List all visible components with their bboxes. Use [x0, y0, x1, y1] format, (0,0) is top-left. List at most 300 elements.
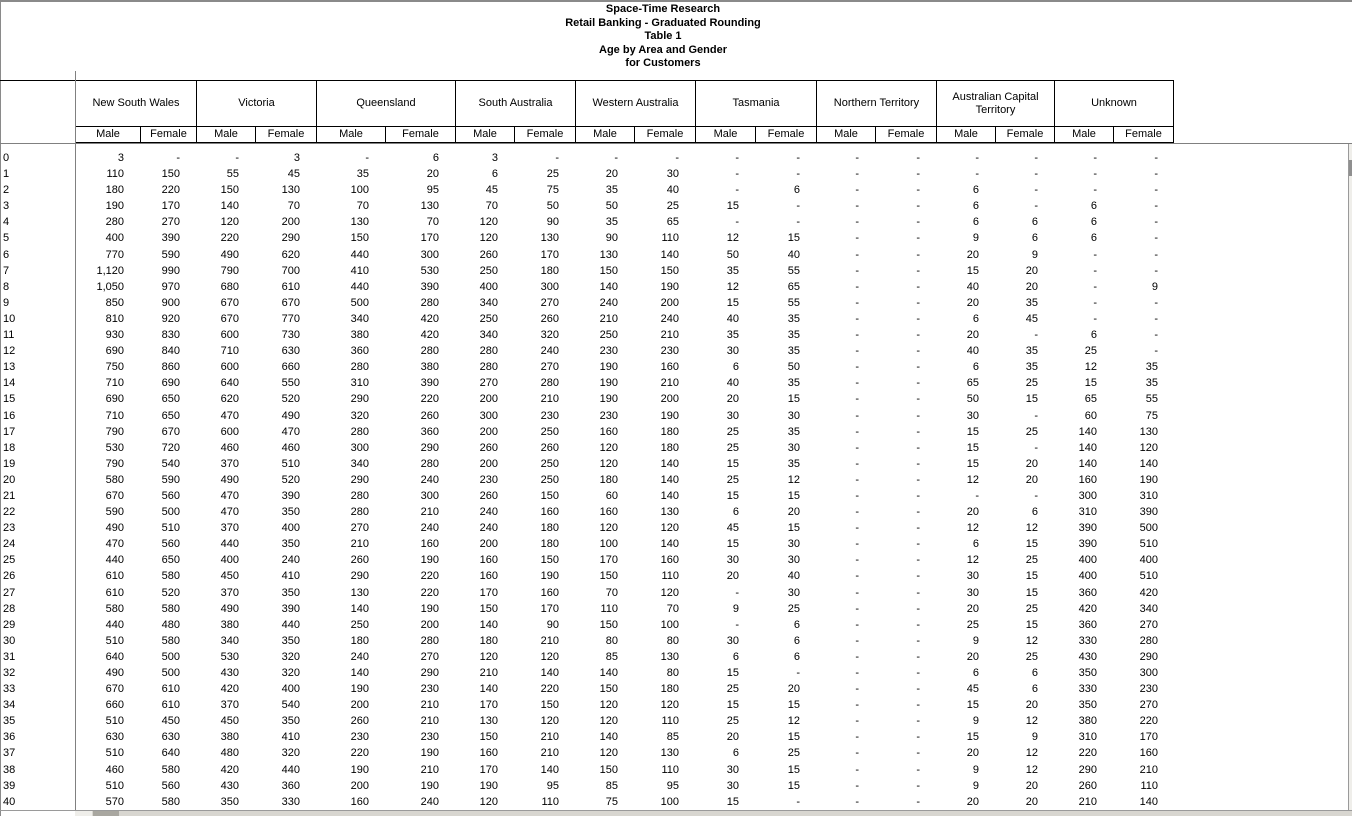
value-cell: 400	[220, 554, 239, 567]
value-cell: 500	[161, 506, 180, 519]
value-cell: 440	[281, 618, 300, 631]
value-cell: 990	[161, 264, 180, 277]
age-row-label: 32	[3, 667, 16, 679]
value-cell: 220	[350, 747, 369, 760]
value-cell: 560	[161, 538, 180, 551]
age-row-label: 14	[3, 377, 16, 390]
value-cell: 130	[350, 216, 369, 229]
value-cell: 510	[1139, 570, 1158, 583]
value-cell: 65	[1084, 393, 1097, 406]
value-cell: 130	[350, 586, 369, 599]
value-cell: 190	[420, 602, 439, 615]
value-cell: 520	[281, 393, 300, 406]
value-cell: 50	[546, 200, 559, 213]
value-cell: 6	[1031, 667, 1038, 679]
value-cell: 150	[599, 618, 618, 631]
value-cell: -	[735, 184, 739, 197]
value-cell: 650	[161, 393, 180, 406]
value-cell: 250	[540, 425, 559, 438]
value-cell: 270	[1139, 699, 1158, 712]
value-cell: 450	[161, 715, 180, 728]
value-cell: 160	[479, 747, 498, 760]
value-cell: 30	[966, 409, 979, 422]
value-cell: 690	[105, 393, 124, 406]
value-cell: 110	[661, 232, 679, 245]
table-row	[0, 391, 1174, 407]
value-cell: 20	[1025, 457, 1038, 470]
value-cell: 230	[420, 683, 439, 696]
table-row	[0, 263, 1174, 279]
age-row-label: 9	[3, 296, 10, 309]
value-cell: 12	[1025, 747, 1038, 760]
value-cell: -	[855, 312, 859, 325]
value-cell: -	[855, 200, 859, 213]
table-row	[0, 778, 1174, 794]
value-cell: 440	[281, 763, 300, 776]
value-cell: 12	[726, 280, 739, 293]
value-cell: 300	[1078, 489, 1097, 502]
value-cell: 440	[105, 618, 124, 631]
value-cell: -	[1154, 168, 1158, 181]
value-cell: 610	[161, 683, 180, 696]
value-cell: -	[916, 457, 920, 470]
value-cell: 170	[479, 586, 498, 599]
value-cell: -	[1154, 216, 1158, 229]
value-cell: 420	[420, 329, 439, 342]
table-row	[0, 794, 1174, 810]
value-cell: -	[1154, 200, 1158, 213]
value-cell: 15	[726, 699, 739, 712]
value-cell: 9	[972, 779, 979, 792]
value-cell: 70	[485, 200, 498, 213]
value-cell: 190	[105, 200, 124, 213]
value-cell: 420	[420, 312, 439, 325]
value-cell: 45	[485, 184, 498, 197]
value-cell: 12	[726, 232, 739, 245]
value-cell: 25	[787, 602, 800, 615]
value-cell: 350	[1078, 699, 1097, 712]
value-cell: 360	[350, 345, 369, 358]
value-cell: 710	[105, 377, 124, 390]
table-row	[0, 343, 1174, 359]
value-cell: 260	[540, 312, 559, 325]
value-cell: -	[855, 216, 859, 229]
value-cell: 40	[726, 377, 739, 390]
column-subheader-male: Male	[196, 127, 255, 143]
value-cell: 95	[546, 779, 559, 792]
report-title-line: for Customers	[625, 57, 701, 69]
value-cell: 12	[787, 473, 800, 486]
value-cell: 400	[479, 280, 498, 293]
value-cell: 6	[732, 361, 739, 374]
value-cell: 160	[479, 554, 498, 567]
value-cell: 330	[1078, 683, 1097, 696]
value-cell: 15	[966, 699, 979, 712]
column-group-header: Victoria	[196, 81, 316, 127]
value-cell: 160	[599, 425, 618, 438]
value-cell: 360	[1078, 586, 1097, 599]
value-cell: 320	[281, 667, 300, 679]
value-cell: 440	[220, 538, 239, 551]
value-cell: 230	[420, 731, 439, 744]
value-cell: 180	[105, 184, 124, 197]
value-cell: 260	[540, 441, 559, 454]
age-row-label: 27	[3, 586, 16, 599]
value-cell: -	[855, 329, 859, 342]
value-cell: 100	[350, 184, 369, 197]
table-row	[0, 697, 1174, 713]
value-cell: 6	[1031, 683, 1038, 696]
value-cell: 15	[726, 538, 739, 551]
value-cell: 190	[599, 393, 618, 406]
value-cell: 560	[161, 489, 180, 502]
value-cell: 240	[479, 506, 498, 519]
value-cell: 70	[356, 200, 369, 213]
value-cell: 400	[1078, 554, 1097, 567]
value-cell: 250	[540, 457, 559, 470]
value-cell: -	[855, 731, 859, 744]
value-cell: 310	[1139, 489, 1158, 502]
value-cell: 790	[105, 457, 124, 470]
value-cell: 35	[1025, 361, 1038, 374]
value-cell: 240	[660, 312, 679, 325]
value-cell: 100	[660, 795, 679, 808]
value-cell: 370	[220, 699, 239, 712]
value-cell: 300	[1139, 667, 1158, 679]
value-cell: 390	[161, 232, 180, 245]
value-cell: 90	[605, 232, 618, 245]
value-cell: -	[735, 586, 739, 599]
value-cell: 20	[1025, 699, 1038, 712]
value-cell: 590	[161, 248, 180, 261]
value-cell: 15	[787, 763, 800, 776]
value-cell: -	[1093, 280, 1097, 293]
value-cell: 150	[479, 602, 498, 615]
value-cell: 75	[1145, 409, 1158, 422]
value-cell: -	[1093, 168, 1097, 181]
value-cell: 150	[599, 763, 618, 776]
value-cell: 490	[220, 473, 239, 486]
value-cell: 240	[599, 296, 618, 309]
value-cell: -	[855, 795, 859, 808]
value-cell: 230	[479, 473, 498, 486]
value-cell: 160	[599, 506, 618, 519]
value-cell: -	[975, 152, 979, 164]
value-cell: 360	[1078, 618, 1097, 631]
value-cell: 210	[420, 763, 439, 776]
value-cell: 20	[966, 650, 979, 663]
value-cell: -	[735, 216, 739, 229]
value-cell: 670	[161, 425, 180, 438]
value-cell: 35	[356, 168, 369, 181]
value-cell: 430	[220, 779, 239, 792]
value-cell: 120	[599, 715, 618, 728]
value-cell: 20	[966, 602, 979, 615]
value-cell: -	[796, 216, 800, 229]
value-cell: -	[916, 216, 920, 229]
value-cell: 130	[479, 715, 498, 728]
value-cell: 300	[420, 248, 439, 261]
value-cell: 200	[350, 779, 369, 792]
horizontal-scrollbar-button[interactable]	[75, 811, 92, 816]
value-cell: -	[855, 618, 859, 631]
value-cell: 120	[599, 747, 618, 760]
value-cell: -	[1034, 441, 1038, 454]
value-cell: 6	[1090, 329, 1097, 342]
value-cell: 580	[161, 634, 180, 647]
value-cell: 170	[479, 699, 498, 712]
age-row-label: 11	[3, 329, 15, 342]
value-cell: 30	[966, 570, 979, 583]
value-cell: 210	[660, 329, 679, 342]
value-cell: 210	[420, 699, 439, 712]
value-cell: 70	[666, 602, 679, 615]
value-cell: 620	[220, 393, 239, 406]
value-cell: -	[975, 168, 979, 181]
value-cell: 360	[281, 779, 300, 792]
value-cell: -	[916, 795, 920, 808]
value-cell: 280	[420, 296, 439, 309]
value-cell: 20	[787, 683, 800, 696]
value-cell: -	[855, 489, 859, 502]
table-body	[0, 150, 1174, 810]
value-cell: 170	[1139, 731, 1158, 744]
vertical-scrollbar[interactable]	[1348, 144, 1352, 810]
value-cell: -	[176, 152, 180, 164]
value-cell: 12	[787, 715, 800, 728]
value-cell: 200	[420, 618, 439, 631]
value-cell: 490	[281, 409, 300, 422]
value-cell: 200	[479, 393, 498, 406]
table-row	[0, 440, 1174, 456]
age-row-label: 10	[3, 312, 16, 325]
value-cell: -	[1093, 248, 1097, 261]
value-cell: 200	[350, 699, 369, 712]
value-cell: -	[855, 538, 859, 551]
value-cell: 55	[787, 264, 800, 277]
value-cell: 140	[599, 280, 618, 293]
value-cell: 140	[1078, 457, 1097, 470]
age-row-label: 19	[3, 457, 16, 470]
value-cell: 15	[787, 489, 800, 502]
value-cell: 230	[599, 409, 618, 422]
value-cell: 20	[426, 168, 439, 181]
value-cell: 490	[105, 667, 124, 679]
value-cell: 790	[105, 425, 124, 438]
table-row	[0, 568, 1174, 584]
age-row-label: 5	[3, 232, 10, 245]
value-cell: 250	[479, 264, 498, 277]
value-cell: -	[1093, 264, 1097, 277]
value-cell: 720	[161, 441, 180, 454]
value-cell: 120	[599, 457, 618, 470]
value-cell: 25	[1025, 602, 1038, 615]
report-title-line: Table 1	[644, 30, 682, 42]
column-subheader-female: Female	[514, 127, 575, 143]
value-cell: 120	[1139, 441, 1158, 454]
table-row	[0, 295, 1174, 311]
value-cell: 140	[599, 731, 618, 744]
value-cell: 640	[105, 650, 124, 663]
value-cell: 440	[350, 248, 369, 261]
value-cell: 290	[420, 667, 439, 679]
value-cell: -	[916, 473, 920, 486]
value-cell: 6	[1090, 232, 1097, 245]
value-cell: 470	[281, 425, 300, 438]
value-cell: -	[916, 168, 920, 181]
column-subheader-female: Female	[385, 127, 455, 143]
value-cell: 290	[350, 393, 369, 406]
column-subheader-female: Female	[755, 127, 816, 143]
value-cell: 15	[1084, 377, 1097, 390]
value-cell: -	[855, 747, 859, 760]
column-group-header: South Australia	[455, 81, 575, 127]
value-cell: 70	[605, 586, 618, 599]
value-cell: 40	[666, 184, 679, 197]
value-cell: 380	[350, 329, 369, 342]
value-cell: 20	[966, 248, 979, 261]
value-cell: 340	[350, 457, 369, 470]
value-cell: 120	[540, 715, 559, 728]
table-row	[0, 488, 1174, 504]
value-cell: 30	[726, 634, 739, 647]
value-cell: 25	[546, 168, 559, 181]
value-cell: -	[855, 570, 859, 583]
value-cell: 35	[1145, 377, 1158, 390]
value-cell: 140	[1078, 425, 1097, 438]
value-cell: -	[1034, 168, 1038, 181]
value-cell: 130	[599, 248, 618, 261]
value-cell: 110	[661, 763, 679, 776]
value-cell: -	[1154, 296, 1158, 309]
value-cell: -	[855, 409, 859, 422]
value-cell: 45	[966, 683, 979, 696]
pane-splitter-vertical[interactable]	[75, 71, 76, 810]
value-cell: 140	[660, 473, 679, 486]
value-cell: 15	[787, 779, 800, 792]
value-cell: 190	[350, 763, 369, 776]
value-cell: 110	[541, 795, 559, 808]
column-subheader-male: Male	[316, 127, 385, 143]
value-cell: 40	[966, 345, 979, 358]
value-cell: 510	[105, 747, 124, 760]
value-cell: 140	[660, 538, 679, 551]
value-cell: -	[735, 152, 739, 164]
value-cell: 670	[105, 683, 124, 696]
value-cell: 280	[350, 361, 369, 374]
value-cell: 55	[226, 168, 239, 181]
value-cell: 380	[220, 618, 239, 631]
value-cell: 50	[605, 200, 618, 213]
value-cell: 110	[1140, 779, 1158, 792]
value-cell: 190	[420, 779, 439, 792]
value-cell: 390	[1078, 522, 1097, 535]
value-cell: -	[1154, 329, 1158, 342]
value-cell: 130	[281, 184, 300, 197]
value-cell: -	[916, 441, 920, 454]
value-cell: 400	[281, 683, 300, 696]
value-cell: 440	[105, 554, 124, 567]
value-cell: 25	[1025, 377, 1038, 390]
value-cell: 250	[479, 312, 498, 325]
age-row-label: 30	[3, 634, 16, 647]
value-cell: 35	[787, 312, 800, 325]
value-cell: 40	[787, 248, 800, 261]
value-cell: 3	[491, 152, 498, 164]
value-cell: -	[855, 779, 859, 792]
value-cell: 180	[660, 425, 679, 438]
value-cell: 210	[540, 731, 559, 744]
value-cell: -	[855, 715, 859, 728]
value-cell: 150	[599, 683, 618, 696]
value-cell: -	[1034, 329, 1038, 342]
value-cell: 420	[1139, 586, 1158, 599]
value-cell: 85	[605, 650, 618, 663]
pane-splitter-horizontal[interactable]	[0, 143, 1352, 144]
value-cell: -	[916, 280, 920, 293]
horizontal-scrollbar-thumb[interactable]	[93, 811, 119, 816]
value-cell: -	[1154, 248, 1158, 261]
horizontal-scrollbar[interactable]	[75, 811, 1352, 816]
value-cell: 580	[161, 570, 180, 583]
value-cell: 280	[350, 489, 369, 502]
value-cell: 110	[661, 570, 679, 583]
value-cell: 430	[220, 667, 239, 679]
column-subheader-female: Female	[875, 127, 936, 143]
table-row	[0, 585, 1174, 601]
value-cell: -	[855, 425, 859, 438]
table-row	[0, 375, 1174, 391]
table-row	[0, 150, 1174, 166]
value-cell: 15	[726, 795, 739, 808]
value-cell: 280	[105, 216, 124, 229]
value-cell: 290	[281, 232, 300, 245]
value-cell: -	[855, 602, 859, 615]
value-cell: 210	[479, 667, 498, 679]
table-row	[0, 633, 1174, 649]
table-row	[0, 729, 1174, 745]
value-cell: 6	[972, 216, 979, 229]
value-cell: 270	[350, 522, 369, 535]
value-cell: 12	[1084, 361, 1097, 374]
value-cell: 35	[787, 377, 800, 390]
value-cell: 150	[599, 264, 618, 277]
age-row-label: 22	[3, 506, 16, 519]
value-cell: 6	[491, 168, 498, 181]
value-cell: 660	[281, 361, 300, 374]
value-cell: -	[916, 715, 920, 728]
value-cell: -	[1034, 152, 1038, 164]
table-row	[0, 424, 1174, 440]
value-cell: -	[855, 345, 859, 358]
value-cell: 270	[420, 650, 439, 663]
value-cell: 25	[726, 715, 739, 728]
value-cell: 510	[105, 715, 124, 728]
value-cell: 15	[787, 699, 800, 712]
value-cell: 30	[787, 554, 800, 567]
value-cell: 150	[540, 489, 559, 502]
value-cell: 35	[787, 329, 800, 342]
value-cell: -	[855, 554, 859, 567]
value-cell: -	[975, 489, 979, 502]
value-cell: 290	[1078, 763, 1097, 776]
value-cell: 40	[966, 280, 979, 293]
value-cell: 140	[350, 667, 369, 679]
value-cell: -	[916, 361, 920, 374]
table-row	[0, 536, 1174, 552]
value-cell: 210	[420, 506, 439, 519]
table-row	[0, 601, 1174, 617]
